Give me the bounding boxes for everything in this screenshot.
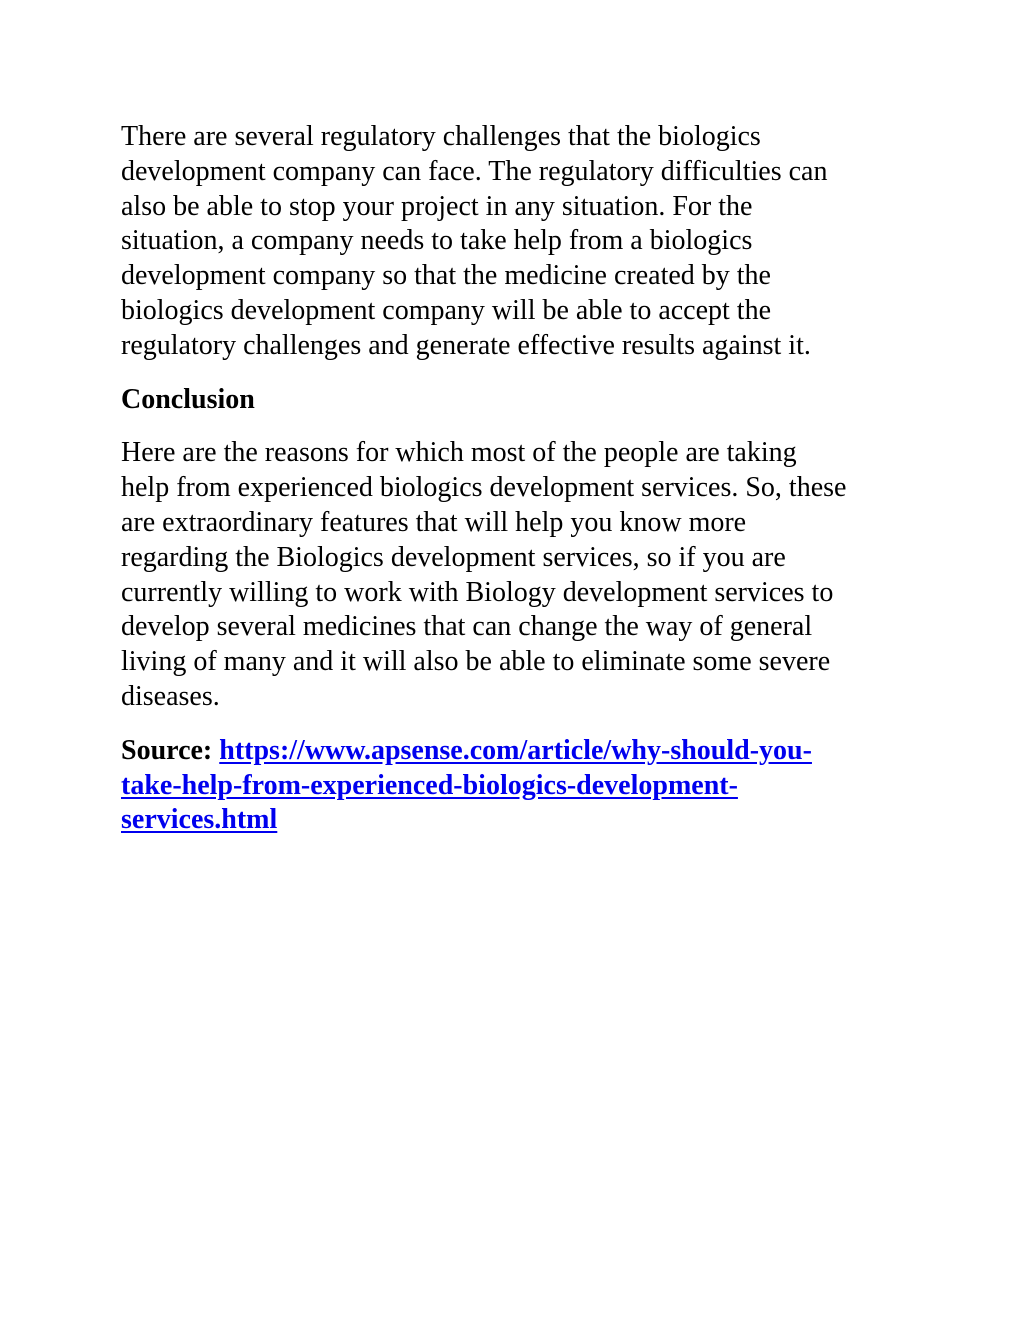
document-page bbox=[121, 120, 921, 838]
source-label: Source: bbox=[121, 734, 220, 766]
source-link[interactable]: https://www.apsense.com/article/why-should-you- take-help-from-experienced-biologics-development- services.html bbox=[121, 734, 812, 836]
intro-paragraph: There are several regulatory challenges that the biologics development company can face. The regulatory difficulties can also be able to stop your project in any situation. For the situation, a company needs to take help from a biologics development company so that the medicine created by the biologics development company will be able to accept the regulatory challenges and generate effective results against it. bbox=[121, 121, 828, 361]
source-line bbox=[121, 734, 921, 838]
conclusion-paragraph: Here are the reasons for which most of the people are taking help from experienced biologics development services. So, these are extraordinary features that will help you know more regarding the Biologics development services, so if you are currently willing to work with Biology development services to develop several medicines that can change the way of general living of many and it will also be able to eliminate some severe diseases. bbox=[121, 437, 847, 712]
conclusion-heading: Conclusion bbox=[121, 383, 255, 415]
